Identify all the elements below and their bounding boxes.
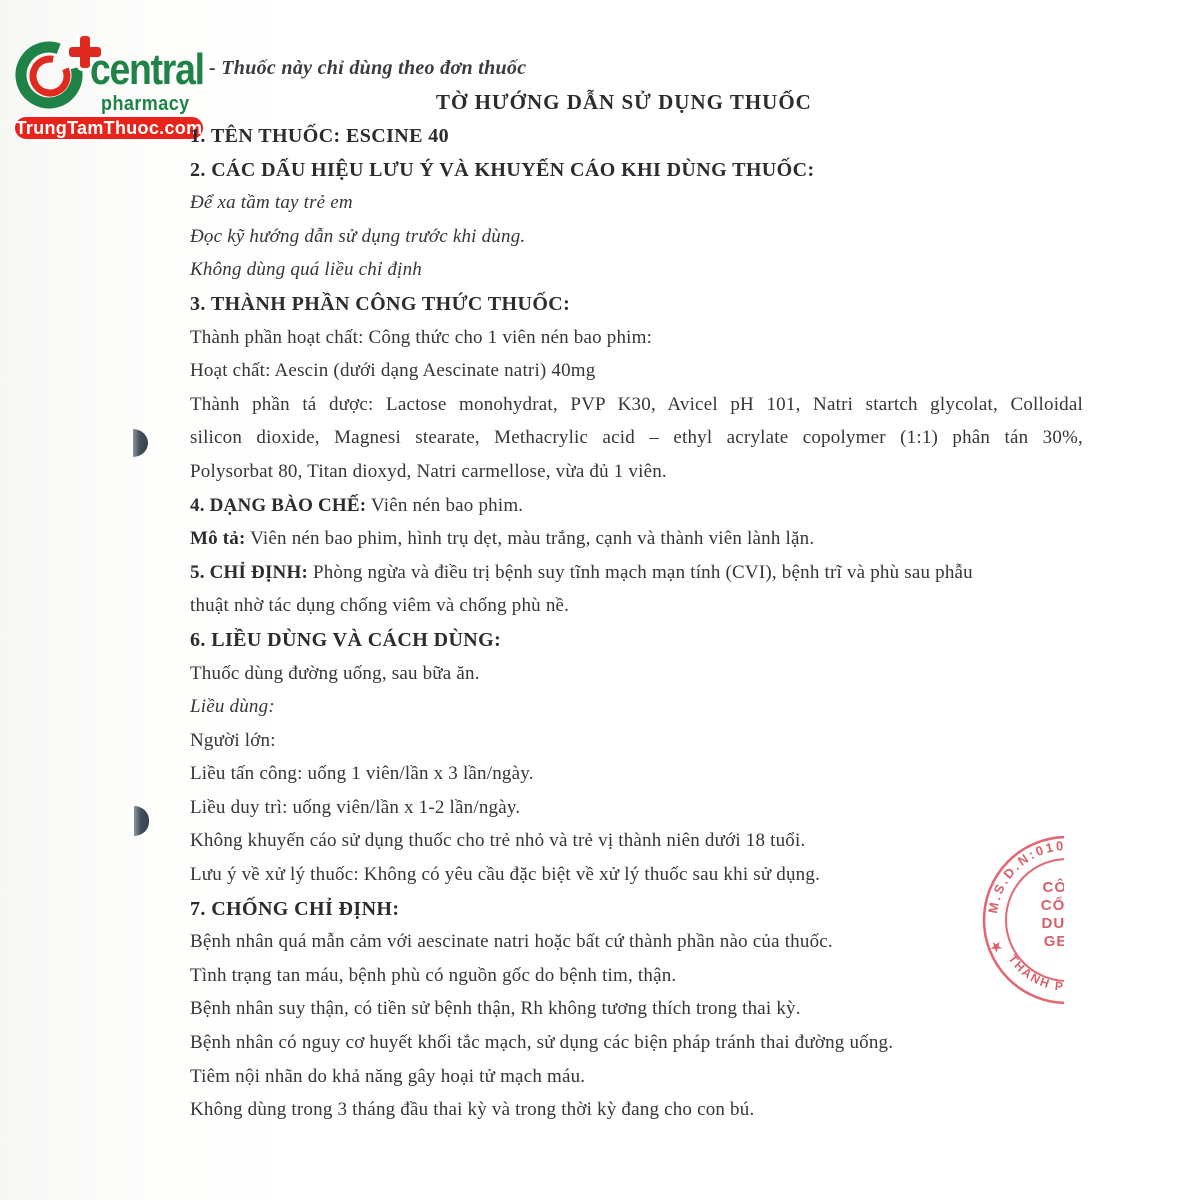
doc-line-14: 5. CHỈ ĐỊNH: Phòng ngừa và điều trị bệnh suy tĩnh mạch mạn tính (CVI), bệnh trĩ và phù sau phẫu <box>190 561 973 583</box>
doc-line-17: Thuốc dùng đường uống, sau bữa ăn. <box>190 662 480 684</box>
doc-line-12: 4. DẠNG BÀO CHẾ: Viên nén bao phim. <box>190 494 524 516</box>
doc-line-11: Polysorbat 80, Titan dioxyd, Natri carmellose, vừa đủ 1 viên. <box>190 460 667 482</box>
doc-line-19: Người lớn: <box>190 729 276 751</box>
doc-line-25: Bệnh nhân quá mẫn cảm với aescinate natri hoặc bất cứ thành phần nào của thuốc. <box>190 931 833 953</box>
doc-line-13: Mô tả: Viên nén bao phim, hình trụ dẹt, màu trắng, cạnh và thành viên lành lặn. <box>190 528 815 550</box>
doc-line-1: 1. TÊN THUỐC: ESCINE 40 <box>190 125 450 147</box>
doc-line-26: Tình trạng tan máu, bệnh phù có nguồn gốc do bệnh tim, thận. <box>190 964 677 986</box>
doc-line-21: Liều duy trì: uống viên/lần x 1-2 lần/ngày. <box>190 796 521 818</box>
doc-line-27: Bệnh nhân suy thận, có tiền sử bệnh thận, Rh không tương thích trong thai kỳ. <box>190 998 801 1020</box>
doc-line-24: 7. CHỐNG CHỈ ĐỊNH: <box>190 897 400 920</box>
stamp-star-icon: ★ <box>986 936 1006 956</box>
document-body <box>190 124 1094 1132</box>
stamp-center-line-2: CỔ PH <box>1040 897 1094 914</box>
doc-line-5: Không dùng quá liều chỉ định <box>190 259 423 281</box>
doc-line-23: Lưu ý về xử lý thuốc: Không có yêu cầu đặc biệt về xử lý thuốc sau khi sử dụng. <box>190 864 821 886</box>
brand-sub-wordmark: pharmacy <box>101 93 190 115</box>
brand-wordmark: central <box>90 45 204 94</box>
trungtamthuoc-badge: TrungTamThuoc.com <box>13 115 205 141</box>
stamp-center-line-3: DƯỢC <box>1041 915 1093 932</box>
scan-artifact-bottom <box>134 806 149 836</box>
doc-line-28: Bệnh nhân có nguy cơ huyết khối tắc mạch, sử dụng các biện pháp tránh thai đường uống. <box>190 1032 894 1054</box>
doc-line-20: Liều tấn công: uống 1 viên/lần x 3 lần/ngày. <box>190 763 534 785</box>
doc-line-30: Không dùng trong 3 tháng đầu thai kỳ và trong thời kỳ đang cho con bú. <box>190 1099 755 1121</box>
doc-line-22: Không khuyến cáo sử dụng thuốc cho trẻ nhỏ và trẻ vị thành niên dưới 18 tuổi. <box>190 830 806 852</box>
doc-line-16: 6. LIỀU DÙNG VÀ CÁCH DÙNG: <box>190 628 502 651</box>
doc-line-7: Thành phần hoạt chất: Công thức cho 1 viên nén bao phim: <box>190 326 653 348</box>
stamp-center-line-4: GENE <box>1043 933 1091 950</box>
stamp-center-line-1: CÔNG <box>1042 879 1092 896</box>
stamp-graphic <box>980 831 1094 1013</box>
doc-line-10: silicon dioxide, Magnesi stearate, Methacrylic acid – ethyl acrylate copolymer (1:1) phân tán 30%, <box>190 427 1083 449</box>
doc-line-4: Đọc kỹ hướng dẫn sử dụng trước khi dùng. <box>190 225 526 247</box>
doc-line-15: thuật nhờ tác dụng chống viêm và chống phù nề. <box>190 595 570 617</box>
prescription-only-note: - Thuốc này chỉ dùng theo đơn thuốc <box>209 57 527 79</box>
scan-artifact-top <box>133 429 148 457</box>
doc-line-8: Hoạt chất: Aescin (dưới dạng Aescinate natri) 40mg <box>190 360 596 382</box>
doc-line-9: Thành phần tá dược: Lactose monohydrat, PVP K30, Avicel pH 101, Natri startch glycolat, Colloidal <box>190 393 1083 415</box>
doc-line-6: 3. THÀNH PHẦN CÔNG THỨC THUỐC: <box>190 292 571 315</box>
page-title: TỜ HƯỚNG DẪN SỬ DỤNG THUỐC <box>436 90 812 114</box>
company-stamp <box>980 831 1094 1013</box>
doc-line-3: Để xa tầm tay trẻ em <box>190 192 353 214</box>
stamp-registration-number: M.S.D.N:01069 <box>985 837 1088 915</box>
svg-text:THÀNH PH <box>1005 951 1076 994</box>
stamp-city-text: THÀNH PH <box>1005 951 1076 994</box>
doc-line-29: Tiêm nội nhãn do khả năng gây hoại tử mạch máu. <box>190 1065 586 1087</box>
doc-line-2: 2. CÁC DẤU HIỆU LƯU Ý VÀ KHUYẾN CÁO KHI DÙNG THUỐC: <box>190 158 815 181</box>
doc-line-18: Liều dùng: <box>190 696 275 718</box>
